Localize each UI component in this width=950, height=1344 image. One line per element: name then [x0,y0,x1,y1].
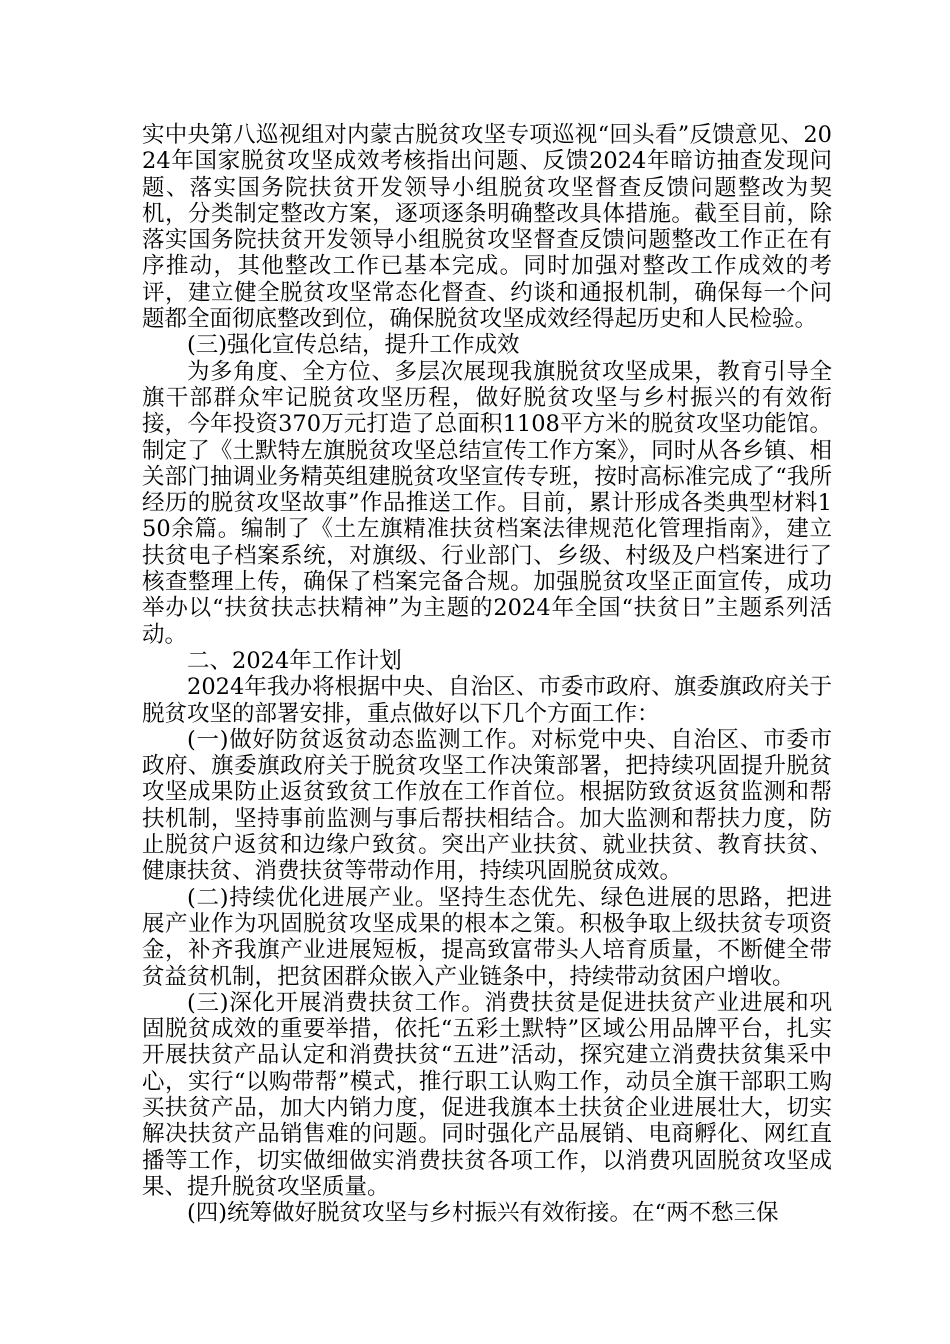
paragraph-plan-monitoring: (一)做好防贫返贫动态监测工作。对标党中央、自治区、市委市政府、旗委旗政府关于脱贫攻坚工作决策部署，把持续巩固提升脱贫攻坚成果防止返贫致贫工作放在工作首位。根据防致贫返贫监测和帮扶机制，坚持事前监测与事后帮扶相结合。加大监测和帮扶力度，防止脱贫户返贫和边缘户致贫。突出产业扶贫、就业扶贫、教育扶贫、健康扶贫、消费扶贫等带动作用，持续巩固脱贫成效。 [142,726,832,885]
paragraph-publicity: 为多角度、全方位、多层次展现我旗脱贫攻坚成果，教育引导全旗干部群众牢记脱贫攻坚历程，做好脱贫攻坚与乡村振兴的有效衔接，今年投资370万元打造了总面积1108平方米的脱贫攻坚功能馆。制定了《土默特左旗脱贫攻坚总结宣传工作方案》，同时从各乡镇、相关部门抽调业务精英组建脱贫攻坚宣传专班，按时高标准完成了“我所经历的脱贫攻坚故事”作品推送工作。目前，累计形成各类典型材料150余篇。编制了《土左旗精准扶贫档案法律规范化管理指南》，建立扶贫电子档案系统，对旗级、行业部门、乡级、村级及户档案进行了核查整理上传，确保了档案完备合规。加强脱贫攻坚正面宣传，成功举办以“扶贫扶志扶精神”为主题的2024年全国“扶贫日”主题系列活动。 [142,358,832,648]
paragraph-rectification: 实中央第八巡视组对内蒙古脱贫攻坚专项巡视“回头看”反馈意见、2024年国家脱贫攻坚成效考核指出问题、反馈2024年暗访抽查发现问题、落实国务院扶贫开发领导小组脱贫攻坚督查反馈问题整改为契机，分类制定整改方案，逐项逐条明确整改具体措施。截至目前，除落实国务院扶贫开发领导小组脱贫攻坚督查反馈问题整改工作正在有序推动，其他整改工作已基本完成。同时加强对整改工作成效的考评，建立健全脱贫攻坚常态化督查、约谈和通报机制，确保每一个问题都全面彻底整改到位，确保脱贫攻坚成效经得起历史和人民检验。 [142,122,832,333]
document-page [142,122,832,1226]
paragraph-plan-revitalization: (四)统筹做好脱贫攻坚与乡村振兴有效衔接。在“两不愁三保 [187,1200,779,1227]
paragraph-plan-industry: (二)持续优化进展产业。坚持生态优先、绿色进展的思路，把进展产业作为巩固脱贫攻坚成果的根本之策。积极争取上级扶贫专项资金，补齐我旗产业进展短板，提高致富带头人培育质量，不断健全带贫益贫机制，把贫困群众嵌入产业链条中，持续带动贫困户增收。 [142,884,832,990]
section-heading-publicity: (三)强化宣传总结，提升工作成效 [187,332,520,359]
paragraph-plan-consumption: (三)深化开展消费扶贫工作。消费扶贫是促进扶贫产业进展和巩固脱贫成效的重要举措，依托“五彩土默特”区域公用品牌平台，扎实开展扶贫产品认定和消费扶贫“五进”活动，探究建立消费扶贫集采中心，实行“以购带帮”模式，推行职工认购工作，动员全旗干部职工购买扶贫产品，加大内销力度，促进我旗本土扶贫企业进展壮大，切实解决扶贫产品销售难的问题。同时强化产品展销、电商孵化、网红直播等工作，切实做细做实消费扶贫各项工作，以消费巩固脱贫攻坚成果、提升脱贫攻坚质量。 [142,989,832,1200]
section-heading-work-plan: 二、2024年工作计划 [187,647,402,674]
paragraph-plan-intro: 2024年我办将根据中央、自治区、市委市政府、旗委旗政府关于脱贫攻坚的部署安排，重点做好以下几个方面工作： [142,674,832,727]
